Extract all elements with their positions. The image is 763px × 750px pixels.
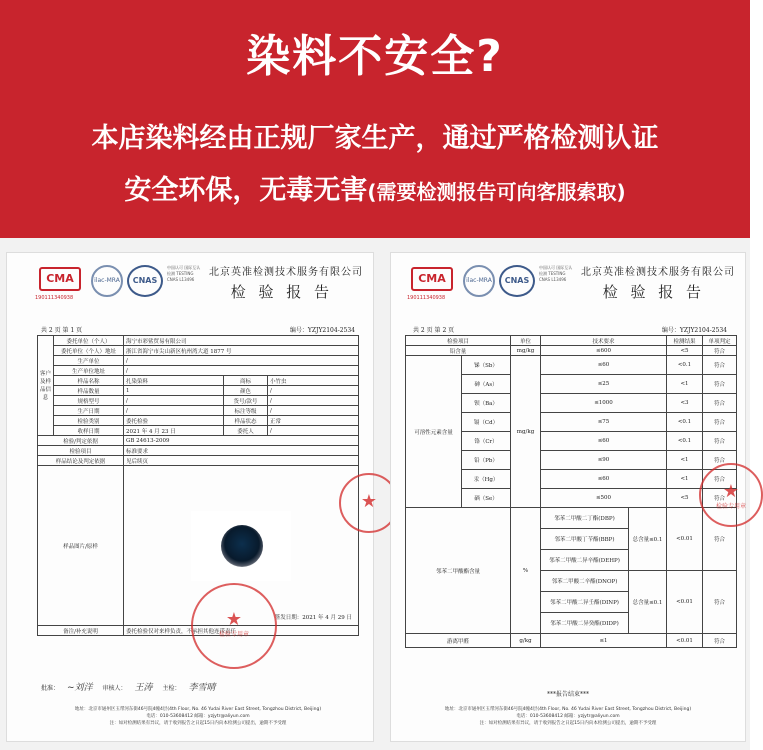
banner-safety-line (0, 168, 750, 207)
table-cell: 邻苯二甲酸二异壬酯(DINP) (541, 592, 629, 613)
table-row (38, 396, 359, 406)
table-cell: 检验类别 (54, 416, 124, 426)
table-cell: 符合 (703, 470, 737, 489)
table-cell: 符合 (703, 413, 737, 432)
page-info: 共 2 页 第 1 页 (41, 327, 83, 334)
table-cell: 小竹虫 (268, 376, 359, 386)
report-header (7, 253, 373, 315)
table-row (38, 406, 359, 416)
banner-claim-line: 本店染料经由正规厂家生产，通过严格检测认证 (91, 123, 659, 154)
banner-headline: 染料不安全? (246, 31, 504, 82)
table-cell: 镉（Cd） (462, 413, 511, 432)
signature-row (41, 680, 353, 693)
table-cell: <0.1 (667, 432, 703, 451)
table-cell: / (124, 366, 359, 376)
cma-logo-icon: CMA (411, 267, 453, 291)
dye-jar-image (221, 525, 263, 567)
top-banner (0, 0, 750, 238)
table-cell: 浙江省海宁市尖山新区杭州湾大道 1877 号 (124, 346, 359, 356)
table-cell: 符合 (703, 571, 737, 634)
table-cell: 委托检验 (124, 416, 224, 426)
table-row (38, 336, 359, 346)
table-row (38, 386, 359, 396)
table-cell: 铅（Pb） (462, 451, 511, 470)
stamp-text: 检验专用章 (218, 631, 249, 638)
table-cell: / (124, 396, 224, 406)
page-info: 共 2 页 第 2 页 (413, 327, 455, 334)
table-cell: <3 (667, 394, 703, 413)
table-cell: 委托人 (224, 426, 268, 436)
table-header-row (406, 336, 737, 346)
table-cell: 样品数量 (54, 386, 124, 396)
ilac-logo-icon: ilac-MRA (91, 265, 123, 297)
table-row (38, 416, 359, 426)
cma-number: 190111340938 (407, 295, 446, 301)
reviewer-signature: 王涛 (134, 683, 153, 693)
org-name: 北京英准检测技术服务有限公司 (209, 267, 363, 278)
table-cell: GB 24613-2009 (124, 436, 359, 446)
table-cell: 生产单位 (54, 356, 124, 366)
sample-info-table (37, 335, 359, 636)
issue-date: 签发日期：2021 年 4 月 29 日 (274, 615, 352, 621)
table-cell: 可溶性元素含量 (406, 356, 462, 508)
table-cell: 样品结论及判定依据 (38, 456, 124, 466)
table-cell: 正常 (268, 416, 359, 426)
table-cell: ≤500 (541, 489, 667, 508)
column-header: 技术要求 (541, 336, 667, 346)
table-cell: 符合 (703, 508, 737, 571)
cnas-logo-icon: CNAS (127, 265, 163, 297)
table-cell: ≤600 (541, 346, 667, 356)
report-number: 编号：YZJY2104-2534 (661, 327, 727, 334)
table-row (38, 366, 359, 376)
banner-report-note: (需要检测报告可向客服索取) (367, 180, 626, 204)
table-cell: 总含量≤0.1 (629, 571, 667, 634)
stamp-text: 检验专用章 (715, 503, 746, 510)
table-cell: 标注等级 (224, 406, 268, 416)
banner-safety-text: 安全环保，无毒无害 (124, 175, 368, 206)
report-header (391, 253, 745, 315)
footer-address: 地址：北京市通州区玉带河东街46号院4幢4层(4th Floor, No. 46 Yudai River East Street, Tongzhou District, Beijing) (74, 707, 322, 712)
footer-contact: 电话：010-53608412 邮箱：yzjytr@aliyun.com (146, 714, 250, 719)
table-cell: / (268, 406, 359, 416)
table-cell: 铅含量 (406, 346, 511, 356)
table-cell: 样品名称 (54, 376, 124, 386)
table-cell: 符合 (703, 432, 737, 451)
table-cell: 符合 (703, 489, 737, 508)
inspection-seal-stamp (191, 583, 277, 669)
table-cell: 委托单位（个人） (54, 336, 124, 346)
table-cell: mg/kg (511, 346, 541, 356)
table-cell: 海宁市彩鲨贸易有限公司 (124, 336, 359, 346)
column-header: 单项判定 (703, 336, 737, 346)
table-cell: 砷（As） (462, 375, 511, 394)
tester-label: 主检： (162, 685, 181, 692)
table-cell: 锑（Sb） (462, 356, 511, 375)
table-cell: mg/kg (511, 356, 541, 508)
table-cell: 委托单位（个人）地址 (54, 346, 124, 356)
sample-photo (191, 511, 291, 581)
side-label: 客户及样品信息 (38, 336, 54, 436)
table-cell: 检验/判定依据 (38, 436, 124, 446)
table-cell: 邻苯二甲酸酯含量 (406, 508, 511, 634)
table-cell: 商标 (224, 376, 268, 386)
table-cell: 符合 (703, 375, 737, 394)
table-cell: 1 (124, 386, 224, 396)
table-cell: ≤60 (541, 470, 667, 489)
table-cell: 规格型号 (54, 396, 124, 406)
table-cell: / (268, 396, 359, 406)
footer-address: 地址：北京市通州区玉带河东街46号院4幢4层(4th Floor, No. 46 Yudai River East Street, Tongzhou District, Beijing) (444, 707, 692, 712)
test-report-page-1 (6, 252, 378, 742)
report-title: 检 验 报 告 (230, 283, 333, 301)
report-footer (37, 706, 359, 727)
table-cell: <0.1 (667, 356, 703, 375)
table-cell: 符合 (703, 634, 737, 648)
table-cell: ≤1000 (541, 394, 667, 413)
table-cell: 邻苯二甲酸二丁酯(DBP) (541, 508, 629, 529)
table-cell: <1 (667, 375, 703, 394)
report-title: 检 验 报 告 (602, 283, 705, 301)
table-row (38, 426, 359, 436)
table-cell: ≤60 (541, 432, 667, 451)
table-cell: 2021 年 4 月 23 日 (124, 426, 224, 436)
table-cell: <1 (667, 451, 703, 470)
table-cell: 邻苯二甲酸二异癸酯(DIDP) (541, 613, 629, 634)
table-cell: <1 (667, 470, 703, 489)
table-cell: 铬（Cr） (462, 432, 511, 451)
table-row (406, 346, 737, 356)
table-row (406, 508, 737, 529)
table-row (38, 436, 359, 446)
table-cell: 符合 (703, 394, 737, 413)
column-header: 检验项目 (406, 336, 511, 346)
table-cell: 货号/款号 (224, 396, 268, 406)
star-icon: ★ (360, 491, 378, 512)
table-cell: 见后续页 (124, 456, 359, 466)
table-cell: 样品状态 (224, 416, 268, 426)
table-cell: <0.01 (667, 571, 703, 634)
table-cell: 标准要求 (124, 446, 359, 456)
table-cell: 总含量≤0.1 (629, 508, 667, 571)
table-cell: 硒（Se） (462, 489, 511, 508)
table-cell: 生产日期 (54, 406, 124, 416)
table-cell: g/kg (511, 634, 541, 648)
table-cell: 符合 (703, 451, 737, 470)
table-row (38, 346, 359, 356)
table-row (406, 356, 737, 375)
table-cell: <0.01 (667, 634, 703, 648)
approver-signature: ~刘洋 (67, 683, 93, 693)
star-icon: ★ (225, 609, 243, 630)
table-cell: 扎染染料 (124, 376, 224, 386)
table-row (38, 446, 359, 456)
star-icon: ★ (722, 481, 740, 502)
table-cell: 邻苯二甲酸二辛酯(DNOP) (541, 571, 629, 592)
inspection-seal-stamp (699, 463, 763, 527)
table-cell: 样品图片/原样 (38, 466, 124, 626)
table-cell: ≤1 (541, 634, 667, 648)
table-cell: / (268, 386, 359, 396)
table-cell: 邻苯二甲酸丁苄酯(BBP) (541, 529, 629, 550)
table-cell: <5 (667, 346, 703, 356)
testing-mark: 中国认可 国际互认 检测 TESTING CNAS L13496 (539, 265, 573, 282)
footer-note: 注：如对检测结果有异议，请于收到报告之日起15日内向本检测公司提出，逾期不予受理 (479, 721, 657, 726)
table-cell: <0.1 (667, 413, 703, 432)
table-cell: ≤90 (541, 451, 667, 470)
report-number: 编号：YZJY2104-2534 (289, 327, 355, 334)
table-cell: 委托检验仅对来样负责，不承担其他连带责任 (124, 626, 359, 636)
table-cell: <5 (667, 489, 703, 508)
table-cell: 邻苯二甲酸二异辛酯(DEHP) (541, 550, 629, 571)
table-row (38, 456, 359, 466)
cma-logo-icon: CMA (39, 267, 81, 291)
table-cell: 符合 (703, 346, 737, 356)
table-cell: 收样日期 (54, 426, 124, 436)
table-cell: / (268, 426, 359, 436)
table-cell: ≤75 (541, 413, 667, 432)
approver-label: 批准： (41, 685, 60, 692)
table-cell: % (511, 508, 541, 634)
ilac-logo-icon: ilac-MRA (463, 265, 495, 297)
table-cell: / (124, 406, 224, 416)
cma-number: 190111340938 (35, 295, 74, 301)
testing-mark: 中国认可 国际互认 检测 TESTING CNAS L13496 (167, 265, 201, 282)
org-name: 北京英准检测技术服务有限公司 (581, 267, 735, 278)
table-cell: / (124, 356, 359, 366)
report-end-note: ***报告结束*** (546, 691, 589, 698)
table-row (406, 634, 737, 648)
column-header: 单位 (511, 336, 541, 346)
footer-contact: 电话：010-53608412 邮箱：yzjytr@aliyun.com (516, 714, 620, 719)
column-header: 检测结果 (667, 336, 703, 346)
table-row (38, 356, 359, 366)
table-cell: 检验项目 (38, 446, 124, 456)
table-cell: 颜色 (224, 386, 268, 396)
table-cell: 汞（Hg） (462, 470, 511, 489)
table-cell: 游离甲醛 (406, 634, 511, 648)
table-cell: 符合 (703, 356, 737, 375)
report-footer (405, 706, 731, 727)
table-cell: ≤25 (541, 375, 667, 394)
cnas-logo-icon: CNAS (499, 265, 535, 297)
table-cell: 生产单位地址 (54, 366, 124, 376)
table-cell: 备注/补充说明 (38, 626, 124, 636)
table-cell: <0.01 (667, 508, 703, 571)
table-row (38, 376, 359, 386)
table-cell: 钡（Ba） (462, 394, 511, 413)
test-report-page-2 (390, 252, 746, 742)
reviewer-label: 审核人： (102, 685, 127, 692)
table-cell: ≤60 (541, 356, 667, 375)
tester-signature: 李雪晴 (188, 683, 216, 693)
results-table (405, 335, 737, 648)
footer-note: 注：如对检测结果有异议，请于收到报告之日起15日内向本检测公司提出，逾期不予受理 (109, 721, 287, 726)
